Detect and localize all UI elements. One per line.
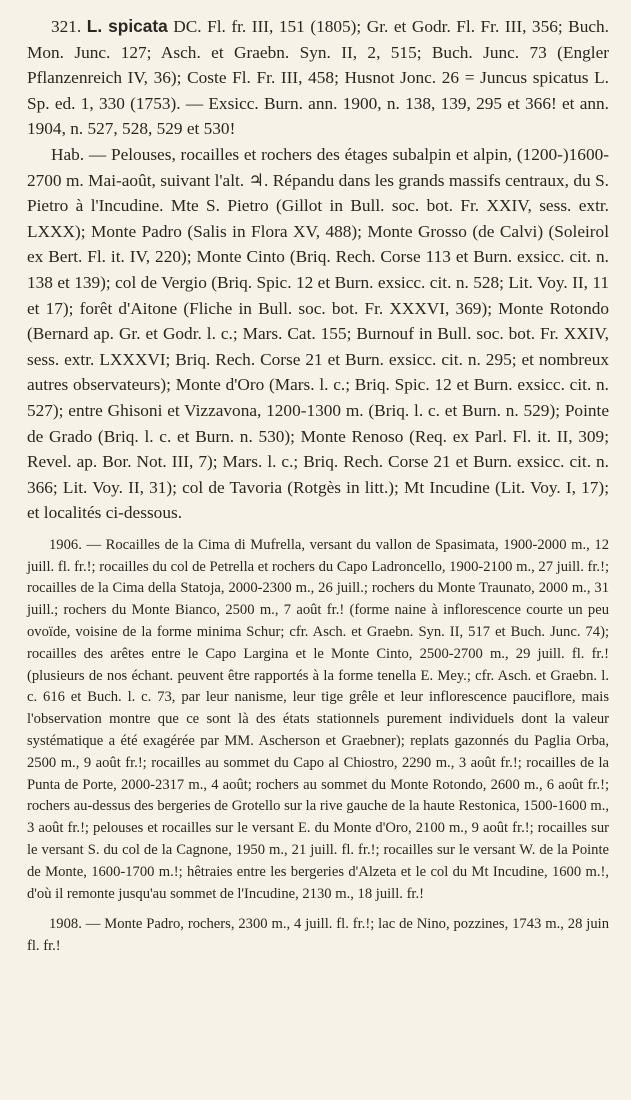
record-1908: 1908. — Monte Padro, rochers, 2300 m., 4 juill. fl. fr.!; lac de Nino, pozzines, 1743 m., 28 juin fl. fr.!: [27, 916, 609, 955]
taxon-name: L. spicata: [86, 16, 168, 36]
species-entry: [27, 14, 609, 526]
record-1906: 1906. — Rocailles de la Cima di Mufrella, versant du vallon de Spasimata, 1900-2000 m., 12 juill. fl. fr.!; rocailles du col de Petrella et rochers du Capo Ladroncello, 1900-2100 m., 27 juill. fr.!; rocailles de la Cima della Statoja, 2000-2300 m., 26 juill.; rochers du Monte Traunato, 2000 m., 31 juill.; rochers du Monte Bianco, 2500 m., 7 août fr.! (forme naine à inflorescence courte un peu ovoïde, voisine de la forme minima Schur; cfr. Asch. et Graebn. Syn. II, 517 et Buch. Junc. 74); rocailles des arêtes entre le Capo Largina et le Monte Cinto, 2500-2700 m., 29 juill. fl. fr.! (plusieurs de nos échant. peuvent être rapportés à la forme tenella E. Mey.; cfr. Asch. et Graebn. l. c. 616 et Buch. l. c. 73, par leur nanisme, leur tige grêle et leur inflorescence pauciflore, mais l'observation montre que ce sont là des états stationnels purement individuels dont la valeur systématique a été exagérée par MM. Ascherson et Graebner); replats gazonnés du Paglia Orba, 2500 m., 9 août fr.!; rocailles au sommet du Capo al Chiostro, 2290 m., 3 août fr.!; rocailles de la Punta de Porte, 2000-2317 m., 4 août; rochers au sommet du Monte Rotondo, 2600 m., 6 août fr.!; rochers au-dessus des bergeries de Grotello sur la rive gauche de la haute Restonica, 1500-1600 m., 3 août fr.!; pelouses et rocailles sur le versant E. du Monte d'Oro, 2100 m., 9 août fr.!; rocailles sur le versant S. du col de la Cagnone, 1950 m., 21 juill. fl. fr.!; rocailles sur le versant W. de la Pointe de Monte, 1600-1700 m.!; hêtraies entre les bergeries d'Alzeta et le col du Mt Incudine, 1600 m.!, d'où il remonte jusqu'au sommet de l'Incudine, 2130 m., 18 juill. fr.!: [27, 536, 609, 902]
habitat-paragraph: Hab. — Pelouses, rocailles et rochers des étages subalpin et alpin, (1200-)1600-2700 m. Mai-août, suivant l'alt. ♃. Répandu dans les grands massifs centraux, du S. Pietro à l'Incudine. Mte S. Pietro (Gillot in Bull. soc. bot. Fr. XXIV, sess. extr. LXXX); Monte Padro (Salis in Flora XV, 488); Monte Grosso (de Calvi) (Soleirol ex Bert. Fl. it. IV, 220); Monte Cinto (Briq. Rech. Corse 113 et Burn. exsicc. cit. n. 138 et 139); col de Vergio (Briq. Spic. 12 et Burn. exsicc. cit. n. 528; Lit. Voy. II, 11 et 17); forêt d'Aitone (Fliche in Bull. soc. bot. Fr. XXXVI, 369); Monte Rotondo (Bernard ap. Gr. et Godr. l. c.; Mars. Cat. 155; Burnouf in Bull. soc. bot. Fr. XXIV, sess. extr. LXXXVI; Briq. Rech. Corse 21 et Burn. exsicc. cit. n. 295; et nombreux autres observateurs); Monte d'Oro (Mars. l. c.; Briq. Spic. 12 et Burn. exsicc. cit. n. 527); entre Ghisoni et Vizzavona, 1200-1300 m. (Briq. l. c. et Burn. n. 529); Pointe de Grado (Briq. l. c. et Burn. n. 530); Monte Renoso (Req. ex Parl. Fl. it. II, 309; Revel. ap. Bor. Not. III, 7); Mars. l. c.; Briq. Rech. Corse 21 et Burn. exsicc. cit. n. 366; Lit. Voy. II, 31); col de Tavoria (Rotgès in litt.); Mt Incudine (Lit. Voy. I, 17); et localités ci-dessous.: [27, 144, 609, 523]
entry-number: 321.: [51, 17, 82, 36]
entry-citation-paragraph: [27, 14, 609, 142]
entry-citation: DC. Fl. fr. III, 151 (1805); Gr. et Godr. Fl. Fr. III, 356; Buch. Mon. Junc. 127; Asch. et Graebn. Syn. II, 2, 515; Buch. Junc. 73 (Engler Pflanzenreich IV, 36); Coste Fl. Fr. III, 458; Husnot Jonc. 26 = Juncus spicatus L. Sp. ed. 1, 330 (1753). — Exsicc. Burn. ann. 1900, n. 138, 139, 295 et 366! et ann. 1904, n. 527, 528, 529 et 530!: [27, 17, 609, 139]
collection-records: [27, 535, 609, 958]
